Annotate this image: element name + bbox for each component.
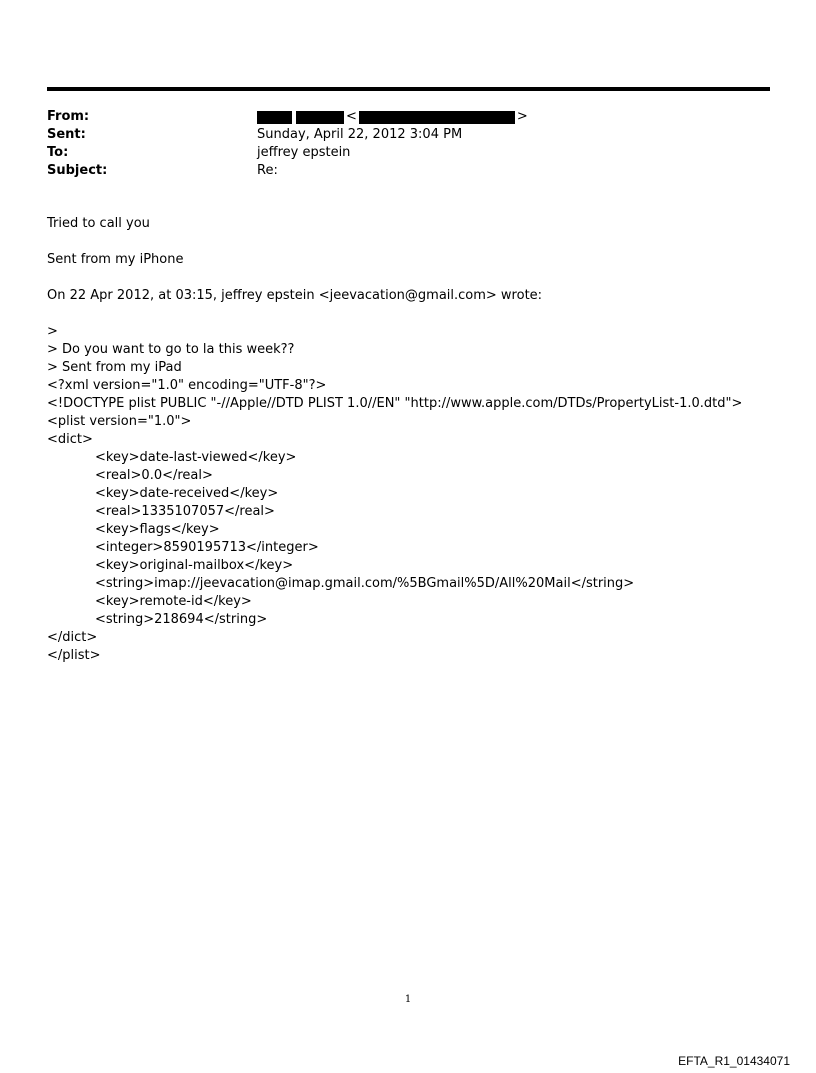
from-value xyxy=(257,108,530,126)
subject-label: Subject: xyxy=(47,163,108,178)
subject-row xyxy=(47,162,530,180)
redaction-block xyxy=(359,111,515,124)
xml-line: <string>imap://jeevacation@imap.gmail.com/%5BGmail%5D/All%20Mail</string> xyxy=(95,576,635,591)
body-line: Tried to call you xyxy=(47,216,150,231)
xml-line: <real>0.0</real> xyxy=(95,468,213,483)
bates-number: EFTA_R1_01434071 xyxy=(678,1054,790,1068)
xml-line: <?xml version="1.0" encoding="UTF-8"?> xyxy=(47,378,327,393)
from-close-bracket: > xyxy=(516,109,528,124)
to-value: jeffrey epstein xyxy=(257,145,351,160)
xml-line: <dict> xyxy=(47,432,93,447)
from-open-bracket: < xyxy=(346,109,357,124)
xml-line: <!DOCTYPE plist PUBLIC "-//Apple//DTD PLIST 1.0//EN" "http://www.apple.com/DTDs/PropertyList-1.0.dtd"> xyxy=(47,396,743,411)
xml-line: <key>remote-id</key> xyxy=(95,594,252,609)
quoted-message xyxy=(47,323,742,665)
to-row xyxy=(47,144,530,162)
xml-line: <real>1335107057</real> xyxy=(95,504,275,519)
sent-row xyxy=(47,126,530,144)
sent-label: Sent: xyxy=(47,127,86,142)
redaction-block xyxy=(257,111,292,124)
from-row xyxy=(47,108,530,126)
xml-line: <key>original-mailbox</key> xyxy=(95,558,294,573)
xml-line: <key>flags</key> xyxy=(95,522,220,537)
xml-line: <key>date-received</key> xyxy=(95,486,279,501)
header-rule xyxy=(47,87,770,91)
sent-value: Sunday, April 22, 2012 3:04 PM xyxy=(257,127,463,142)
xml-line: <string>218694</string> xyxy=(95,612,268,627)
quote-attribution: On 22 Apr 2012, at 03:15, jeffrey epstein <jeevacation@gmail.com> wrote: xyxy=(47,288,543,303)
xml-line: <key>date-last-viewed</key> xyxy=(95,450,297,465)
quoted-line: > Do you want to go to la this week?? xyxy=(47,342,295,357)
xml-line: <plist version="1.0"> xyxy=(47,414,192,429)
xml-line: <integer>8590195713</integer> xyxy=(95,540,319,555)
xml-line: </plist> xyxy=(47,648,101,663)
from-label: From: xyxy=(47,109,90,124)
email-header xyxy=(47,108,530,180)
page-number: 1 xyxy=(404,994,412,1005)
subject-value: Re: xyxy=(257,163,278,178)
to-label: To: xyxy=(47,145,69,160)
body-line: Sent from my iPhone xyxy=(47,252,184,267)
redaction-block xyxy=(296,111,344,124)
xml-line: </dict> xyxy=(47,630,98,645)
quoted-line: > xyxy=(47,324,58,339)
quoted-line: > Sent from my iPad xyxy=(47,360,182,375)
email-body xyxy=(47,215,742,665)
